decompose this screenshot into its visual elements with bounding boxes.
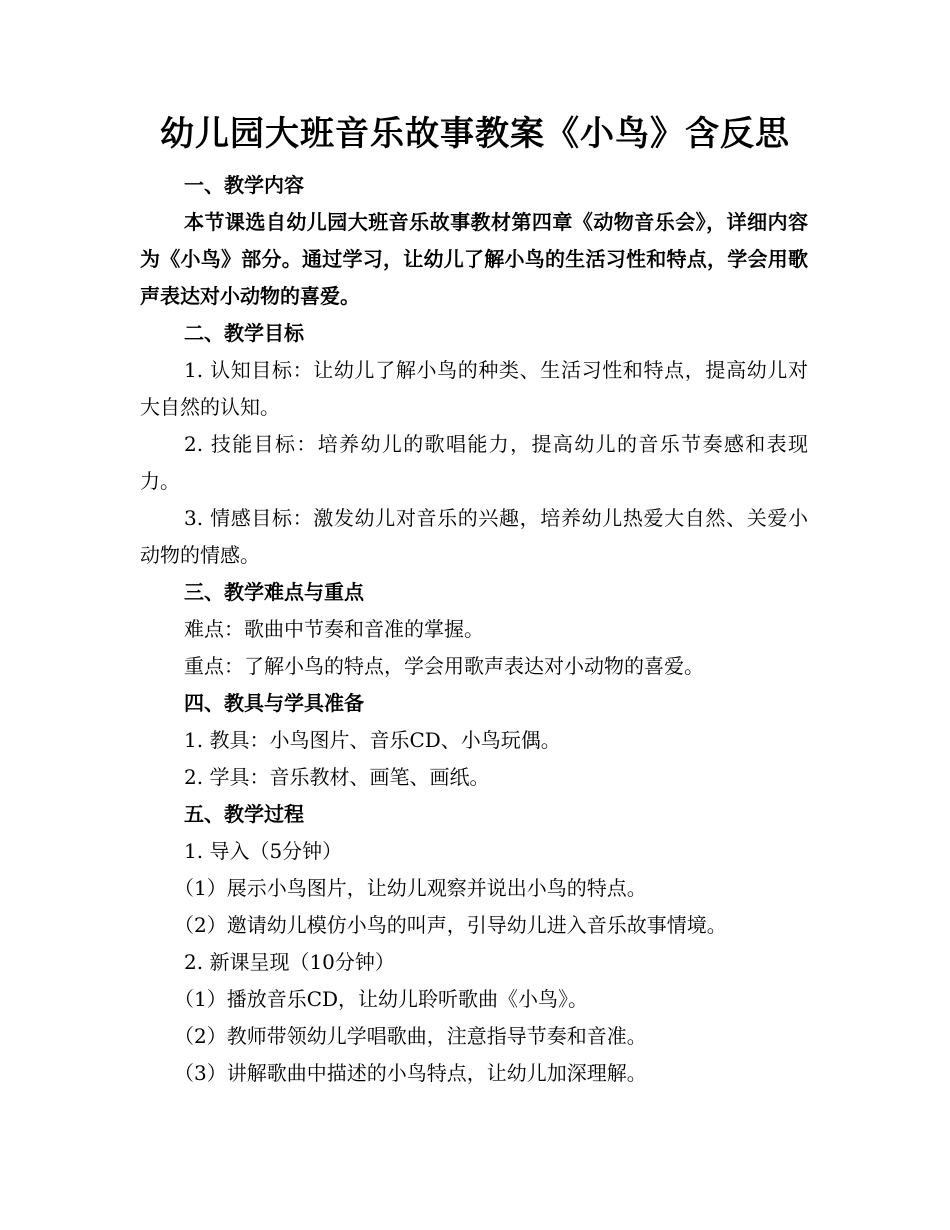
process-step-intro: 1. 导入（5分钟） [184,839,343,863]
process-substep: （1）播放音乐CD，让幼儿聆听歌曲《小鸟》。 [174,987,589,1011]
materials-item-teacher: 1. 教具：小鸟图片、音乐CD、小鸟玩偶。 [184,728,561,752]
difficulty-text: 难点：歌曲中节奏和音准的掌握。 [184,617,484,641]
section-heading-difficulty: 三、教学难点与重点 [184,580,364,604]
section-content-paragraph: 本节课选自幼儿园大班音乐故事教材第四章《动物音乐会》，详细内容为《小鸟》部分。通过学习，让幼儿了解小鸟的生活习性和特点，学会用歌声表达对小动物的喜爱。 [140,210,808,308]
section-heading-process: 五、教学过程 [184,802,304,826]
materials-item-student: 2. 学具：音乐教材、画笔、画纸。 [184,765,490,789]
goal-item-cognitive: 1. 认知目标：让幼儿了解小鸟的种类、生活习性和特点，提高幼儿对大自然的认知。 [140,358,808,419]
section-heading-materials: 四、教具与学具准备 [184,691,364,715]
document-body [140,167,808,1092]
process-substep: （2）教师带领幼儿学唱歌曲，注意指导节奏和音准。 [174,1024,647,1048]
goal-item-skill: 2. 技能目标：培养幼儿的歌唱能力，提高幼儿的音乐节奏感和表现力。 [140,432,808,493]
process-substep: （2）邀请幼儿模仿小鸟的叫声，引导幼儿进入音乐故事情境。 [174,913,727,937]
document-title: 幼儿园大班音乐故事教案《小鸟》含反思 [160,114,790,154]
process-step-new-lesson: 2. 新课呈现（10分钟） [184,950,395,974]
section-heading-goals: 二、教学目标 [184,321,304,345]
process-substep: （3）讲解歌曲中描述的小鸟特点，让幼儿加深理解。 [174,1061,647,1085]
process-substep: （1）展示小鸟图片，让幼儿观察并说出小鸟的特点。 [174,876,647,900]
key-point-text: 重点：了解小鸟的特点，学会用歌声表达对小动物的喜爱。 [184,654,704,678]
section-heading-content: 一、教学内容 [184,173,304,197]
goal-item-emotion: 3. 情感目标：激发幼儿对音乐的兴趣，培养幼儿热爱大自然、关爱小动物的情感。 [140,506,808,567]
